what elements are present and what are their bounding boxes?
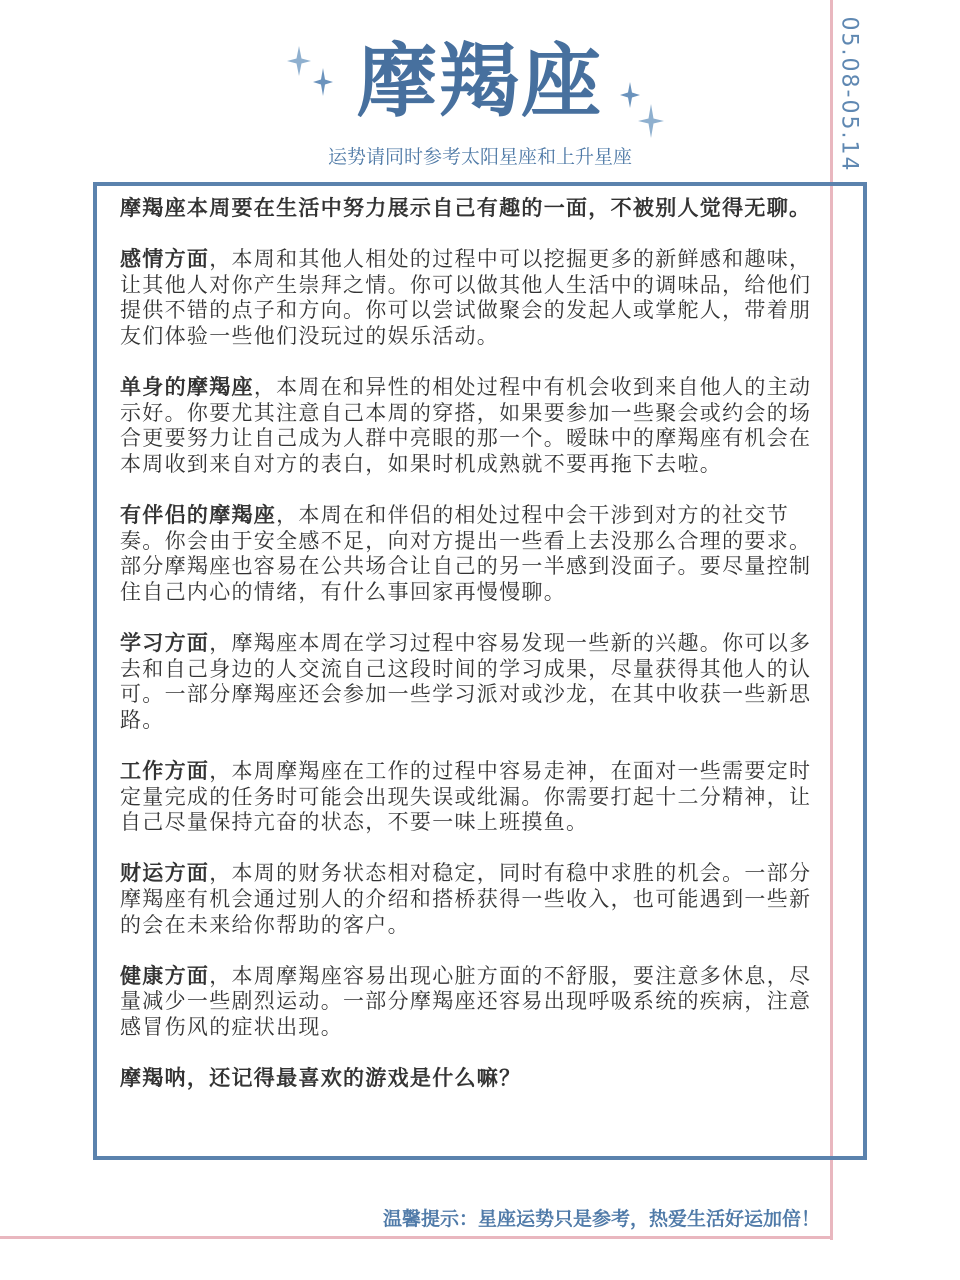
page-subtitle: 运势请同时参考太阳星座和上升星座 <box>327 146 632 168</box>
date-range <box>816 14 882 174</box>
section-health <box>120 964 820 1041</box>
date-range-text: 05.08-05.14 <box>836 16 862 172</box>
section-wealth <box>120 861 820 938</box>
section-heading: 健康方面 <box>120 963 210 988</box>
section-heading: 工作方面 <box>120 759 210 784</box>
page-title: 摩羯座 <box>357 35 603 128</box>
section-heading: 有伴侣的摩羯座 <box>120 503 277 528</box>
section-heading: 财运方面 <box>120 861 210 886</box>
section-love <box>120 247 820 349</box>
horoscope-content <box>120 196 820 1092</box>
pink-horizontal-line <box>0 1236 833 1239</box>
section-heading: 学习方面 <box>120 631 210 656</box>
section-heading: 单身的摩羯座 <box>120 375 254 400</box>
section-work <box>120 759 820 836</box>
section-single <box>120 375 820 477</box>
section-text: ，本周的财务状态相对稳定，同时有稳中求胜的机会。一部分摩羯座有机会通过别人的介绍和搭桥获得一些收入，也可能遇到一些新的会在未来给你帮助的客户。 <box>120 861 812 937</box>
section-text: ，本周在和异性的相处过程中有机会收到来自他人的主动示好。你要尤其注意自己本周的穿搭，如果要参加一些聚会或约会的场合更要努力让自己成为人群中亮眼的那一个。暧昧中的摩羯座有机会在本周收到来自对方的表白，如果时机成熟就不要再拖下去啦。 <box>120 375 812 476</box>
section-text: ，本周在和伴侣的相处过程中会干涉到对方的社交节奏。你会由于安全感不足，向对方提出一些看上去没那么合理的要求。部分摩羯座也容易在公共场合让自己的另一半感到没面子。要尽量控制住自己内心的情绪，有什么事回家再慢慢聊。 <box>120 503 812 604</box>
section-text: ，摩羯座本周在学习过程中容易发现一些新的兴趣。你可以多去和自己身边的人交流自己这段时间的学习成果，尽量获得其他人的认可。一部分摩羯座还会参加一些学习派对或沙龙，在其中收获一些新思路。 <box>120 631 812 732</box>
footer-tip: 温馨提示：星座运势只是参考，热爱生活好运加倍！ <box>382 1208 820 1230</box>
closing-line: 摩羯呐，还记得最喜欢的游戏是什么嘛？ <box>120 1066 522 1091</box>
lead-paragraph: 摩羯座本周要在生活中努力展示自己有趣的一面，不被别人觉得无聊。 <box>120 196 812 220</box>
section-heading: 感情方面 <box>120 247 210 272</box>
section-text: ，本周摩羯座容易出现心脏方面的不舒服，要注意多休息，尽量减少一些剧烈运动。一部分摩羯座还容易出现呼吸系统的疾病，注意感冒伤风的症状出现。 <box>120 963 812 1039</box>
section-text: ，本周和其他人相处的过程中可以挖掘更多的新鲜感和趣味，让其他人对你产生崇拜之情。你可以做其他人生活中的调味品，给他们提供不错的点子和方向。你可以尝试做聚会的发起人或掌舵人，带着朋友们体验一些他们没玩过的娱乐活动。 <box>120 247 812 348</box>
section-partnered <box>120 503 820 605</box>
section-text: ，本周摩羯座在工作的过程中容易走神，在面对一些需要定时定量完成的任务时可能会出现失误或纰漏。你需要打起十二分精神，让自己尽量保持亢奋的状态，不要一味上班摸鱼。 <box>120 759 812 835</box>
section-study <box>120 631 820 733</box>
